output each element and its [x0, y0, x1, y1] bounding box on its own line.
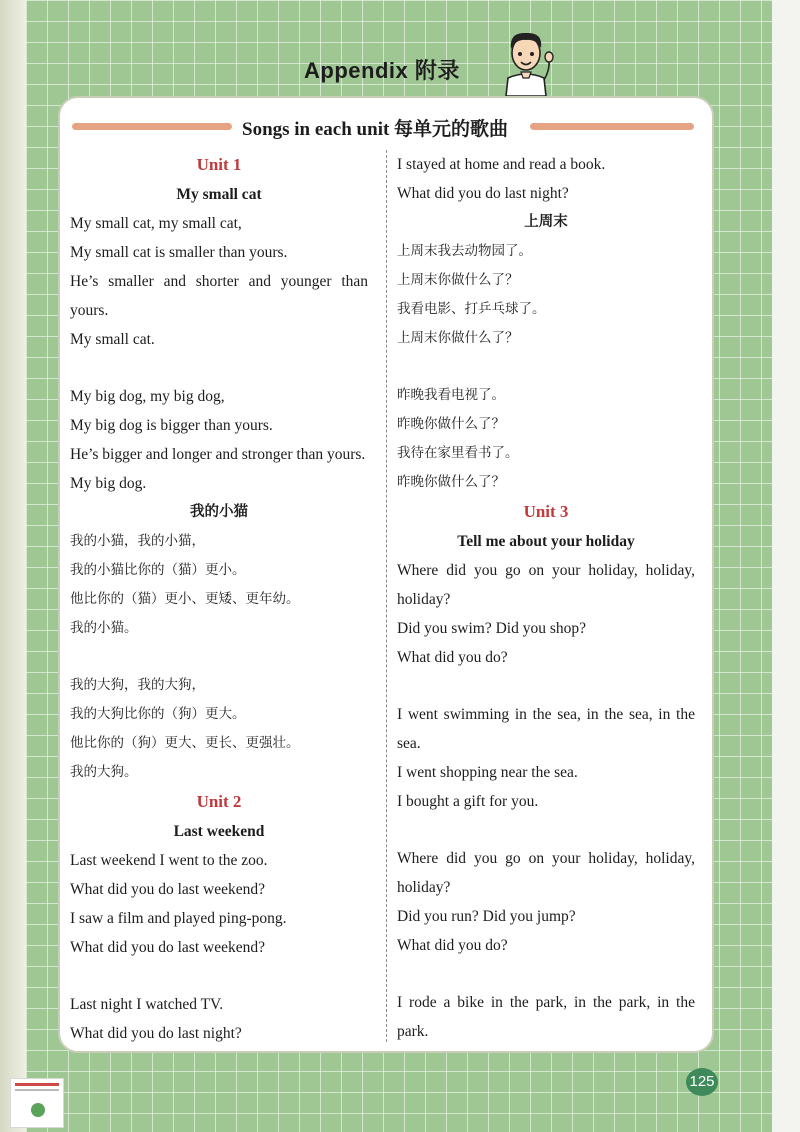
song-line: My small cat, my small cat, [70, 215, 242, 232]
unit2-label: Unit 2 [196, 792, 242, 811]
column-divider [386, 150, 387, 1042]
appendix-title: Appendix 附录 [304, 58, 460, 83]
unit1-song-title: My small cat [176, 186, 262, 203]
stamp-logo-icon [31, 1103, 45, 1117]
song-line-zh: 我的小猫，我的小猫， [70, 533, 205, 549]
song-line: I stayed at home and read a book. [397, 156, 606, 173]
song-line: I bought a gift for you. [397, 793, 539, 810]
song-line: What did you do last weekend? [70, 939, 265, 956]
song-line-zh: 我的大狗比你的（狗）更大。 [70, 706, 246, 722]
song-line: What did you do last weekend? [70, 881, 265, 898]
song-line: Last night I watched TV. [70, 996, 224, 1013]
song-line: Last weekend I went to the zoo. [70, 852, 268, 869]
song-line-zh: 上周末你做什么了？ [397, 272, 519, 288]
verse-gap [397, 960, 695, 988]
song-line: holiday? [397, 591, 451, 608]
stamp-stripe [15, 1089, 59, 1091]
verse-gap [397, 816, 695, 844]
boy-illustration-icon [494, 22, 558, 96]
song-line-zh: 我的大狗。 [70, 764, 138, 780]
song-line-zh: 我的小猫比你的（猫）更小。 [70, 562, 246, 578]
song-line: I went shopping near the sea. [397, 764, 578, 781]
song-line: What did you do last night? [70, 1025, 242, 1042]
verse-gap [397, 353, 695, 381]
song-line-zh: 昨晚我看电视了。 [397, 387, 505, 403]
heading-bar-left [72, 123, 232, 130]
song-line: My big dog is bigger than yours. [70, 417, 273, 434]
page-left-edge [0, 0, 26, 1132]
song-line-zh: 他比你的（狗）更大、更长、更强壮。 [70, 735, 300, 751]
song-line: Where did you go on your holiday, holiday, [397, 562, 695, 579]
song-line: My big dog. [70, 475, 147, 492]
song-line: park. [397, 1023, 429, 1040]
song-line: My small cat. [70, 331, 155, 348]
stamp-stripe [15, 1083, 59, 1086]
song-line-zh: 我的大狗，我的大狗， [70, 677, 205, 693]
heading-bar-right [530, 123, 694, 130]
unit2-song-title: Last weekend [173, 823, 265, 840]
page-number-badge: 125 [686, 1068, 718, 1096]
song-line: What did you do? [397, 937, 508, 954]
song-line-zh: 上周末我去动物园了。 [397, 243, 532, 259]
song-line: What did you do last night? [397, 185, 569, 202]
song-line: My small cat is smaller than yours. [70, 244, 288, 261]
unit1-song-title-zh: 我的小猫 [190, 504, 248, 520]
song-line: Did you run? Did you jump? [397, 908, 576, 925]
song-line-zh: 他比你的（猫）更小、更矮、更年幼。 [70, 591, 300, 607]
song-line: sea. [397, 735, 421, 752]
song-line-zh: 我待在家里看书了。 [397, 445, 519, 461]
unit1-label: Unit 1 [196, 155, 242, 174]
unit2-song-title-zh: 上周末 [524, 214, 568, 230]
song-line: What did you do? [397, 649, 508, 666]
verse-gap [70, 643, 368, 671]
verse-gap [70, 354, 368, 382]
page-right-edge [772, 0, 800, 1132]
left-column [70, 150, 368, 1048]
song-line-zh: 我的小猫。 [70, 620, 138, 636]
right-column [397, 150, 695, 1046]
song-line: I saw a film and played ping-pong. [70, 910, 287, 927]
song-line-zh: 上周末你做什么了？ [397, 330, 519, 346]
song-line: My big dog, my big dog, [70, 388, 225, 405]
songs-heading: Songs in each unit 每单元的歌曲 [242, 119, 509, 140]
song-line: He’s bigger and longer and stronger than yours. [70, 446, 366, 463]
song-line: Where did you go on your holiday, holiday, [397, 850, 695, 867]
song-line-zh: 昨晚你做什么了？ [397, 416, 505, 432]
publisher-stamp [10, 1078, 64, 1128]
song-line: I went swimming in the sea, in the sea, in the [397, 706, 695, 723]
song-line: holiday? [397, 879, 451, 896]
verse-gap [70, 962, 368, 990]
song-line: He’s smaller and shorter and younger than [70, 273, 368, 290]
unit3-label: Unit 3 [523, 502, 569, 521]
unit3-song-title: Tell me about your holiday [457, 533, 635, 550]
song-line-zh: 昨晚你做什么了？ [397, 474, 505, 490]
song-line-zh: 我看电影、打乒乓球了。 [397, 301, 546, 317]
song-line: Did you swim? Did you shop? [397, 620, 587, 637]
verse-gap [397, 672, 695, 700]
song-line: yours. [70, 302, 109, 319]
song-line: I rode a bike in the park, in the park, in the [397, 994, 695, 1011]
